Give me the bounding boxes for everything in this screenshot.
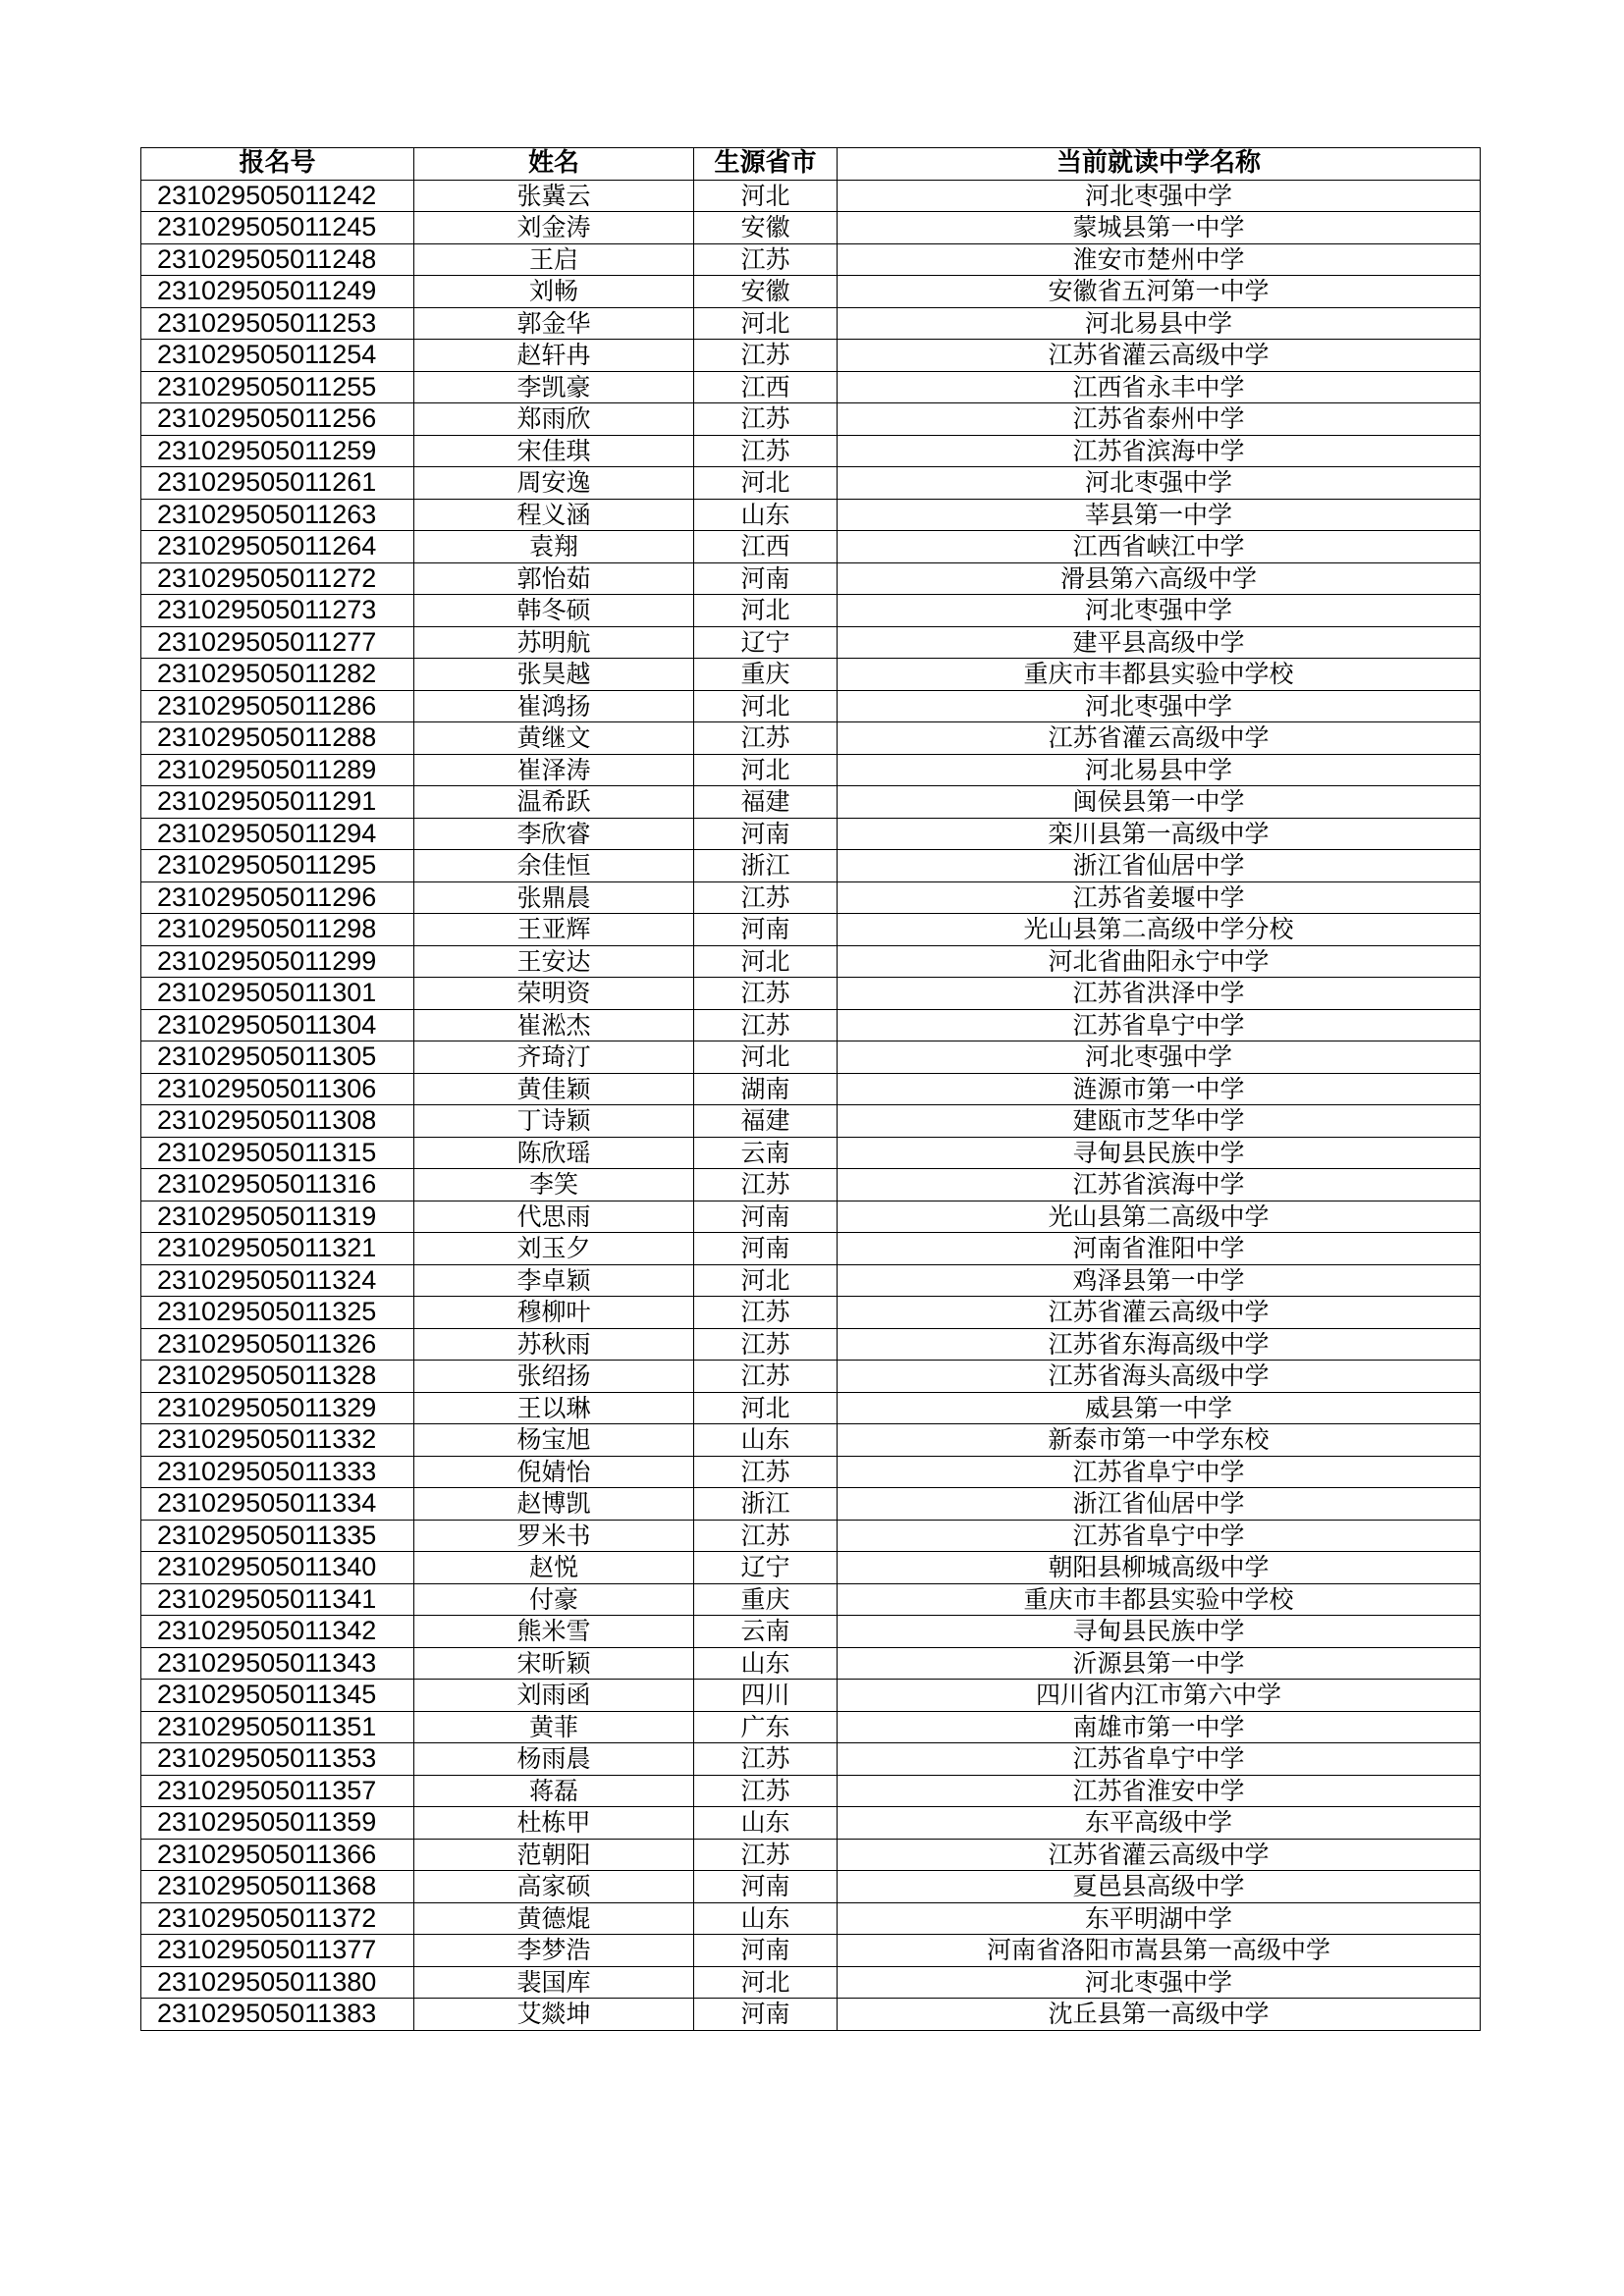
province-cell: 重庆 bbox=[694, 659, 838, 691]
province-cell: 山东 bbox=[694, 1902, 838, 1935]
name-cell: 张冀云 bbox=[414, 180, 694, 212]
school-cell: 江苏省阜宁中学 bbox=[838, 1456, 1481, 1488]
school-cell: 江苏省泰州中学 bbox=[838, 403, 1481, 436]
province-cell: 浙江 bbox=[694, 1488, 838, 1521]
province-cell: 安徽 bbox=[694, 276, 838, 308]
name-cell: 艾燚坤 bbox=[414, 1999, 694, 2031]
province-cell: 安徽 bbox=[694, 212, 838, 244]
registration-no-cell: 231029505011333 bbox=[141, 1456, 414, 1488]
province-cell: 河北 bbox=[694, 1966, 838, 1999]
name-cell: 刘金涛 bbox=[414, 212, 694, 244]
school-cell: 淮安市楚州中学 bbox=[838, 243, 1481, 276]
province-cell: 福建 bbox=[694, 786, 838, 819]
registration-no-cell: 231029505011366 bbox=[141, 1839, 414, 1871]
table-row bbox=[141, 180, 1481, 212]
name-cell: 崔泽涛 bbox=[414, 754, 694, 786]
table-row bbox=[141, 1169, 1481, 1201]
name-cell: 张鼎晨 bbox=[414, 881, 694, 914]
header-name: 姓名 bbox=[414, 148, 694, 181]
name-cell: 苏秋雨 bbox=[414, 1328, 694, 1361]
province-cell: 江苏 bbox=[694, 1456, 838, 1488]
school-cell: 重庆市丰都县实验中学校 bbox=[838, 659, 1481, 691]
table-row bbox=[141, 1680, 1481, 1712]
registration-no-cell: 231029505011282 bbox=[141, 659, 414, 691]
registration-no-cell: 231029505011291 bbox=[141, 786, 414, 819]
table-row bbox=[141, 1297, 1481, 1329]
school-cell: 江苏省阜宁中学 bbox=[838, 1009, 1481, 1041]
name-cell: 刘畅 bbox=[414, 276, 694, 308]
name-cell: 崔鸿扬 bbox=[414, 690, 694, 722]
name-cell: 齐琦汀 bbox=[414, 1041, 694, 1074]
province-cell: 河北 bbox=[694, 1264, 838, 1297]
school-cell: 江苏省灌云高级中学 bbox=[838, 1297, 1481, 1329]
table-row bbox=[141, 1999, 1481, 2031]
table-row bbox=[141, 850, 1481, 882]
table-row bbox=[141, 914, 1481, 946]
province-cell: 山东 bbox=[694, 1647, 838, 1680]
school-cell: 河北省曲阳永宁中学 bbox=[838, 945, 1481, 978]
table-row bbox=[141, 595, 1481, 627]
registration-no-cell: 231029505011334 bbox=[141, 1488, 414, 1521]
province-cell: 河北 bbox=[694, 1041, 838, 1074]
name-cell: 崔淞杰 bbox=[414, 1009, 694, 1041]
registration-no-cell: 231029505011295 bbox=[141, 850, 414, 882]
school-cell: 河北枣强中学 bbox=[838, 690, 1481, 722]
school-cell: 江苏省淮安中学 bbox=[838, 1775, 1481, 1807]
province-cell: 江苏 bbox=[694, 1297, 838, 1329]
registration-no-cell: 231029505011324 bbox=[141, 1264, 414, 1297]
school-cell: 河北枣强中学 bbox=[838, 595, 1481, 627]
name-cell: 李笑 bbox=[414, 1169, 694, 1201]
province-cell: 河北 bbox=[694, 754, 838, 786]
registration-no-cell: 231029505011345 bbox=[141, 1680, 414, 1712]
registration-no-cell: 231029505011372 bbox=[141, 1902, 414, 1935]
table-row bbox=[141, 1966, 1481, 1999]
table-row bbox=[141, 212, 1481, 244]
table-row bbox=[141, 1361, 1481, 1393]
province-cell: 江苏 bbox=[694, 340, 838, 372]
table-row bbox=[141, 1233, 1481, 1265]
province-cell: 辽宁 bbox=[694, 1552, 838, 1584]
province-cell: 江苏 bbox=[694, 881, 838, 914]
school-cell: 新泰市第一中学东校 bbox=[838, 1424, 1481, 1457]
province-cell: 山东 bbox=[694, 499, 838, 531]
name-cell: 熊米雪 bbox=[414, 1616, 694, 1648]
name-cell: 陈欣瑶 bbox=[414, 1137, 694, 1169]
school-cell: 江苏省阜宁中学 bbox=[838, 1520, 1481, 1552]
school-cell: 涟源市第一中学 bbox=[838, 1073, 1481, 1105]
name-cell: 韩冬硕 bbox=[414, 595, 694, 627]
registration-no-cell: 231029505011315 bbox=[141, 1137, 414, 1169]
province-cell: 广东 bbox=[694, 1711, 838, 1743]
registration-no-cell: 231029505011380 bbox=[141, 1966, 414, 1999]
table-row bbox=[141, 626, 1481, 659]
name-cell: 黄德焜 bbox=[414, 1902, 694, 1935]
school-cell: 河南省淮阳中学 bbox=[838, 1233, 1481, 1265]
province-cell: 河南 bbox=[694, 1233, 838, 1265]
school-cell: 朝阳县柳城高级中学 bbox=[838, 1552, 1481, 1584]
registration-no-cell: 231029505011294 bbox=[141, 818, 414, 850]
table-row bbox=[141, 1520, 1481, 1552]
name-cell: 郭怡茹 bbox=[414, 562, 694, 595]
name-cell: 李梦浩 bbox=[414, 1935, 694, 1967]
school-cell: 蒙城县第一中学 bbox=[838, 212, 1481, 244]
table-row bbox=[141, 1392, 1481, 1424]
province-cell: 河南 bbox=[694, 1871, 838, 1903]
school-cell: 江苏省洪泽中学 bbox=[838, 978, 1481, 1010]
table-row bbox=[141, 1073, 1481, 1105]
name-cell: 余佳恒 bbox=[414, 850, 694, 882]
province-cell: 河南 bbox=[694, 1201, 838, 1233]
school-cell: 浙江省仙居中学 bbox=[838, 850, 1481, 882]
name-cell: 苏明航 bbox=[414, 626, 694, 659]
school-cell: 浙江省仙居中学 bbox=[838, 1488, 1481, 1521]
school-cell: 四川省内江市第六中学 bbox=[838, 1680, 1481, 1712]
province-cell: 山东 bbox=[694, 1424, 838, 1457]
name-cell: 温希跃 bbox=[414, 786, 694, 819]
name-cell: 宋佳琪 bbox=[414, 435, 694, 467]
table-row bbox=[141, 1583, 1481, 1616]
school-cell: 河北枣强中学 bbox=[838, 467, 1481, 500]
name-cell: 代思雨 bbox=[414, 1201, 694, 1233]
header-province: 生源省市 bbox=[694, 148, 838, 181]
school-cell: 江苏省姜堰中学 bbox=[838, 881, 1481, 914]
registration-no-cell: 231029505011242 bbox=[141, 180, 414, 212]
table-row bbox=[141, 1264, 1481, 1297]
table-row bbox=[141, 945, 1481, 978]
province-cell: 河北 bbox=[694, 180, 838, 212]
registration-no-cell: 231029505011359 bbox=[141, 1807, 414, 1840]
province-cell: 江苏 bbox=[694, 722, 838, 755]
name-cell: 刘雨函 bbox=[414, 1680, 694, 1712]
school-cell: 江苏省滨海中学 bbox=[838, 435, 1481, 467]
name-cell: 蒋磊 bbox=[414, 1775, 694, 1807]
table-row bbox=[141, 1009, 1481, 1041]
registration-no-cell: 231029505011316 bbox=[141, 1169, 414, 1201]
name-cell: 杨雨晨 bbox=[414, 1743, 694, 1776]
table-row bbox=[141, 467, 1481, 500]
registration-no-cell: 231029505011288 bbox=[141, 722, 414, 755]
header-registration-no: 报名号 bbox=[141, 148, 414, 181]
name-cell: 张昊越 bbox=[414, 659, 694, 691]
school-cell: 鸡泽县第一中学 bbox=[838, 1264, 1481, 1297]
table-row bbox=[141, 754, 1481, 786]
header-school: 当前就读中学名称 bbox=[838, 148, 1481, 181]
table-row bbox=[141, 1839, 1481, 1871]
school-cell: 河北枣强中学 bbox=[838, 1966, 1481, 1999]
school-cell: 夏邑县高级中学 bbox=[838, 1871, 1481, 1903]
school-cell: 沂源县第一中学 bbox=[838, 1647, 1481, 1680]
province-cell: 河南 bbox=[694, 914, 838, 946]
name-cell: 赵博凯 bbox=[414, 1488, 694, 1521]
registration-no-cell: 231029505011272 bbox=[141, 562, 414, 595]
school-cell: 沈丘县第一高级中学 bbox=[838, 1999, 1481, 2031]
table-row bbox=[141, 1105, 1481, 1138]
province-cell: 四川 bbox=[694, 1680, 838, 1712]
name-cell: 王启 bbox=[414, 243, 694, 276]
registration-no-cell: 231029505011329 bbox=[141, 1392, 414, 1424]
school-cell: 河南省洛阳市嵩县第一高级中学 bbox=[838, 1935, 1481, 1967]
name-cell: 赵悦 bbox=[414, 1552, 694, 1584]
school-cell: 光山县第二高级中学 bbox=[838, 1201, 1481, 1233]
registration-no-cell: 231029505011299 bbox=[141, 945, 414, 978]
table-row bbox=[141, 1902, 1481, 1935]
registration-no-cell: 231029505011255 bbox=[141, 371, 414, 403]
table-row bbox=[141, 1328, 1481, 1361]
province-cell: 河南 bbox=[694, 1935, 838, 1967]
province-cell: 江西 bbox=[694, 371, 838, 403]
school-cell: 河北易县中学 bbox=[838, 307, 1481, 340]
registration-no-cell: 231029505011249 bbox=[141, 276, 414, 308]
school-cell: 江西省峡江中学 bbox=[838, 531, 1481, 563]
province-cell: 辽宁 bbox=[694, 626, 838, 659]
table-row bbox=[141, 1424, 1481, 1457]
registration-no-cell: 231029505011332 bbox=[141, 1424, 414, 1457]
registration-no-cell: 231029505011343 bbox=[141, 1647, 414, 1680]
registration-no-cell: 231029505011289 bbox=[141, 754, 414, 786]
table-row bbox=[141, 1552, 1481, 1584]
registration-no-cell: 231029505011254 bbox=[141, 340, 414, 372]
name-cell: 黄菲 bbox=[414, 1711, 694, 1743]
school-cell: 滑县第六高级中学 bbox=[838, 562, 1481, 595]
table-row bbox=[141, 1456, 1481, 1488]
registration-no-cell: 231029505011296 bbox=[141, 881, 414, 914]
school-cell: 江西省永丰中学 bbox=[838, 371, 1481, 403]
school-cell: 威县第一中学 bbox=[838, 1392, 1481, 1424]
registration-no-cell: 231029505011326 bbox=[141, 1328, 414, 1361]
province-cell: 江苏 bbox=[694, 243, 838, 276]
name-cell: 王亚辉 bbox=[414, 914, 694, 946]
table-row bbox=[141, 1807, 1481, 1840]
table-row bbox=[141, 371, 1481, 403]
name-cell: 倪婧怡 bbox=[414, 1456, 694, 1488]
name-cell: 李凯豪 bbox=[414, 371, 694, 403]
registration-no-cell: 231029505011319 bbox=[141, 1201, 414, 1233]
registration-no-cell: 231029505011340 bbox=[141, 1552, 414, 1584]
name-cell: 王以琳 bbox=[414, 1392, 694, 1424]
province-cell: 江苏 bbox=[694, 1743, 838, 1776]
registration-no-cell: 231029505011245 bbox=[141, 212, 414, 244]
table-row bbox=[141, 1201, 1481, 1233]
school-cell: 莘县第一中学 bbox=[838, 499, 1481, 531]
registration-no-cell: 231029505011321 bbox=[141, 1233, 414, 1265]
name-cell: 黄继文 bbox=[414, 722, 694, 755]
name-cell: 赵轩冉 bbox=[414, 340, 694, 372]
table-row bbox=[141, 403, 1481, 436]
school-cell: 江苏省滨海中学 bbox=[838, 1169, 1481, 1201]
school-cell: 江苏省阜宁中学 bbox=[838, 1743, 1481, 1776]
province-cell: 云南 bbox=[694, 1137, 838, 1169]
province-cell: 福建 bbox=[694, 1105, 838, 1138]
school-cell: 河北枣强中学 bbox=[838, 180, 1481, 212]
school-cell: 江苏省灌云高级中学 bbox=[838, 1839, 1481, 1871]
registration-no-cell: 231029505011298 bbox=[141, 914, 414, 946]
school-cell: 重庆市丰都县实验中学校 bbox=[838, 1583, 1481, 1616]
province-cell: 江西 bbox=[694, 531, 838, 563]
school-cell: 江苏省东海高级中学 bbox=[838, 1328, 1481, 1361]
name-cell: 丁诗颖 bbox=[414, 1105, 694, 1138]
registration-no-cell: 231029505011277 bbox=[141, 626, 414, 659]
name-cell: 袁翔 bbox=[414, 531, 694, 563]
registration-no-cell: 231029505011264 bbox=[141, 531, 414, 563]
table-row bbox=[141, 1488, 1481, 1521]
registration-no-cell: 231029505011259 bbox=[141, 435, 414, 467]
header-row bbox=[141, 148, 1481, 181]
table-row bbox=[141, 1711, 1481, 1743]
name-cell: 杨宝旭 bbox=[414, 1424, 694, 1457]
registration-no-cell: 231029505011306 bbox=[141, 1073, 414, 1105]
registration-no-cell: 231029505011328 bbox=[141, 1361, 414, 1393]
registration-no-cell: 231029505011263 bbox=[141, 499, 414, 531]
province-cell: 江苏 bbox=[694, 1328, 838, 1361]
school-cell: 南雄市第一中学 bbox=[838, 1711, 1481, 1743]
school-cell: 河北易县中学 bbox=[838, 754, 1481, 786]
province-cell: 云南 bbox=[694, 1616, 838, 1648]
school-cell: 江苏省灌云高级中学 bbox=[838, 722, 1481, 755]
table-row bbox=[141, 786, 1481, 819]
registration-no-cell: 231029505011286 bbox=[141, 690, 414, 722]
name-cell: 程义涵 bbox=[414, 499, 694, 531]
province-cell: 江苏 bbox=[694, 1009, 838, 1041]
registration-no-cell: 231029505011341 bbox=[141, 1583, 414, 1616]
name-cell: 李欣睿 bbox=[414, 818, 694, 850]
province-cell: 河北 bbox=[694, 467, 838, 500]
school-cell: 东平明湖中学 bbox=[838, 1902, 1481, 1935]
name-cell: 范朝阳 bbox=[414, 1839, 694, 1871]
school-cell: 安徽省五河第一中学 bbox=[838, 276, 1481, 308]
registration-no-cell: 231029505011368 bbox=[141, 1871, 414, 1903]
province-cell: 河北 bbox=[694, 690, 838, 722]
province-cell: 河北 bbox=[694, 595, 838, 627]
table-row bbox=[141, 690, 1481, 722]
registration-no-cell: 231029505011304 bbox=[141, 1009, 414, 1041]
table-row bbox=[141, 243, 1481, 276]
table-row bbox=[141, 531, 1481, 563]
school-cell: 建平县高级中学 bbox=[838, 626, 1481, 659]
province-cell: 江苏 bbox=[694, 1169, 838, 1201]
registration-no-cell: 231029505011308 bbox=[141, 1105, 414, 1138]
province-cell: 重庆 bbox=[694, 1583, 838, 1616]
table-row bbox=[141, 1935, 1481, 1967]
registration-no-cell: 231029505011261 bbox=[141, 467, 414, 500]
table-row bbox=[141, 340, 1481, 372]
name-cell: 黄佳颖 bbox=[414, 1073, 694, 1105]
school-cell: 闽侯县第一中学 bbox=[838, 786, 1481, 819]
registration-no-cell: 231029505011305 bbox=[141, 1041, 414, 1074]
table-row bbox=[141, 1041, 1481, 1074]
registration-no-cell: 231029505011377 bbox=[141, 1935, 414, 1967]
name-cell: 张绍扬 bbox=[414, 1361, 694, 1393]
province-cell: 江苏 bbox=[694, 1361, 838, 1393]
name-cell: 杜栋甲 bbox=[414, 1807, 694, 1840]
province-cell: 山东 bbox=[694, 1807, 838, 1840]
table-row bbox=[141, 881, 1481, 914]
province-cell: 浙江 bbox=[694, 850, 838, 882]
table-row bbox=[141, 818, 1481, 850]
registration-no-cell: 231029505011342 bbox=[141, 1616, 414, 1648]
table-row bbox=[141, 435, 1481, 467]
province-cell: 河北 bbox=[694, 307, 838, 340]
name-cell: 郭金华 bbox=[414, 307, 694, 340]
province-cell: 江苏 bbox=[694, 978, 838, 1010]
registration-no-cell: 231029505011248 bbox=[141, 243, 414, 276]
name-cell: 裴国库 bbox=[414, 1966, 694, 1999]
registration-no-cell: 231029505011325 bbox=[141, 1297, 414, 1329]
registration-no-cell: 231029505011335 bbox=[141, 1520, 414, 1552]
name-cell: 郑雨欣 bbox=[414, 403, 694, 436]
table-row bbox=[141, 1871, 1481, 1903]
name-cell: 李卓颖 bbox=[414, 1264, 694, 1297]
name-cell: 宋昕颖 bbox=[414, 1647, 694, 1680]
school-cell: 寻甸县民族中学 bbox=[838, 1137, 1481, 1169]
registration-no-cell: 231029505011301 bbox=[141, 978, 414, 1010]
school-cell: 河北枣强中学 bbox=[838, 1041, 1481, 1074]
registration-no-cell: 231029505011357 bbox=[141, 1775, 414, 1807]
registration-no-cell: 231029505011353 bbox=[141, 1743, 414, 1776]
name-cell: 王安达 bbox=[414, 945, 694, 978]
name-cell: 高家硕 bbox=[414, 1871, 694, 1903]
registration-no-cell: 231029505011253 bbox=[141, 307, 414, 340]
province-cell: 河北 bbox=[694, 945, 838, 978]
table-row bbox=[141, 1137, 1481, 1169]
province-cell: 河南 bbox=[694, 562, 838, 595]
table-row bbox=[141, 978, 1481, 1010]
province-cell: 河南 bbox=[694, 818, 838, 850]
registration-no-cell: 231029505011256 bbox=[141, 403, 414, 436]
table-row bbox=[141, 1616, 1481, 1648]
name-cell: 荣明资 bbox=[414, 978, 694, 1010]
province-cell: 江苏 bbox=[694, 435, 838, 467]
table-row bbox=[141, 1775, 1481, 1807]
school-cell: 江苏省灌云高级中学 bbox=[838, 340, 1481, 372]
table-row bbox=[141, 499, 1481, 531]
name-cell: 刘玉夕 bbox=[414, 1233, 694, 1265]
province-cell: 江苏 bbox=[694, 1839, 838, 1871]
registration-no-cell: 231029505011351 bbox=[141, 1711, 414, 1743]
name-cell: 付豪 bbox=[414, 1583, 694, 1616]
table-row bbox=[141, 276, 1481, 308]
province-cell: 江苏 bbox=[694, 1520, 838, 1552]
table-row bbox=[141, 562, 1481, 595]
school-cell: 光山县第二高级中学分校 bbox=[838, 914, 1481, 946]
province-cell: 湖南 bbox=[694, 1073, 838, 1105]
name-cell: 罗米书 bbox=[414, 1520, 694, 1552]
table-row bbox=[141, 1743, 1481, 1776]
school-cell: 建瓯市芝华中学 bbox=[838, 1105, 1481, 1138]
province-cell: 河北 bbox=[694, 1392, 838, 1424]
registration-no-cell: 231029505011273 bbox=[141, 595, 414, 627]
name-cell: 周安逸 bbox=[414, 467, 694, 500]
table-row bbox=[141, 307, 1481, 340]
table-row bbox=[141, 1647, 1481, 1680]
school-cell: 江苏省海头高级中学 bbox=[838, 1361, 1481, 1393]
province-cell: 江苏 bbox=[694, 1775, 838, 1807]
registration-no-cell: 231029505011383 bbox=[141, 1999, 414, 2031]
school-cell: 寻甸县民族中学 bbox=[838, 1616, 1481, 1648]
province-cell: 河南 bbox=[694, 1999, 838, 2031]
school-cell: 东平高级中学 bbox=[838, 1807, 1481, 1840]
school-cell: 栾川县第一高级中学 bbox=[838, 818, 1481, 850]
student-table bbox=[140, 147, 1481, 2031]
table-row bbox=[141, 659, 1481, 691]
table-row bbox=[141, 722, 1481, 755]
province-cell: 江苏 bbox=[694, 403, 838, 436]
name-cell: 穆柳叶 bbox=[414, 1297, 694, 1329]
